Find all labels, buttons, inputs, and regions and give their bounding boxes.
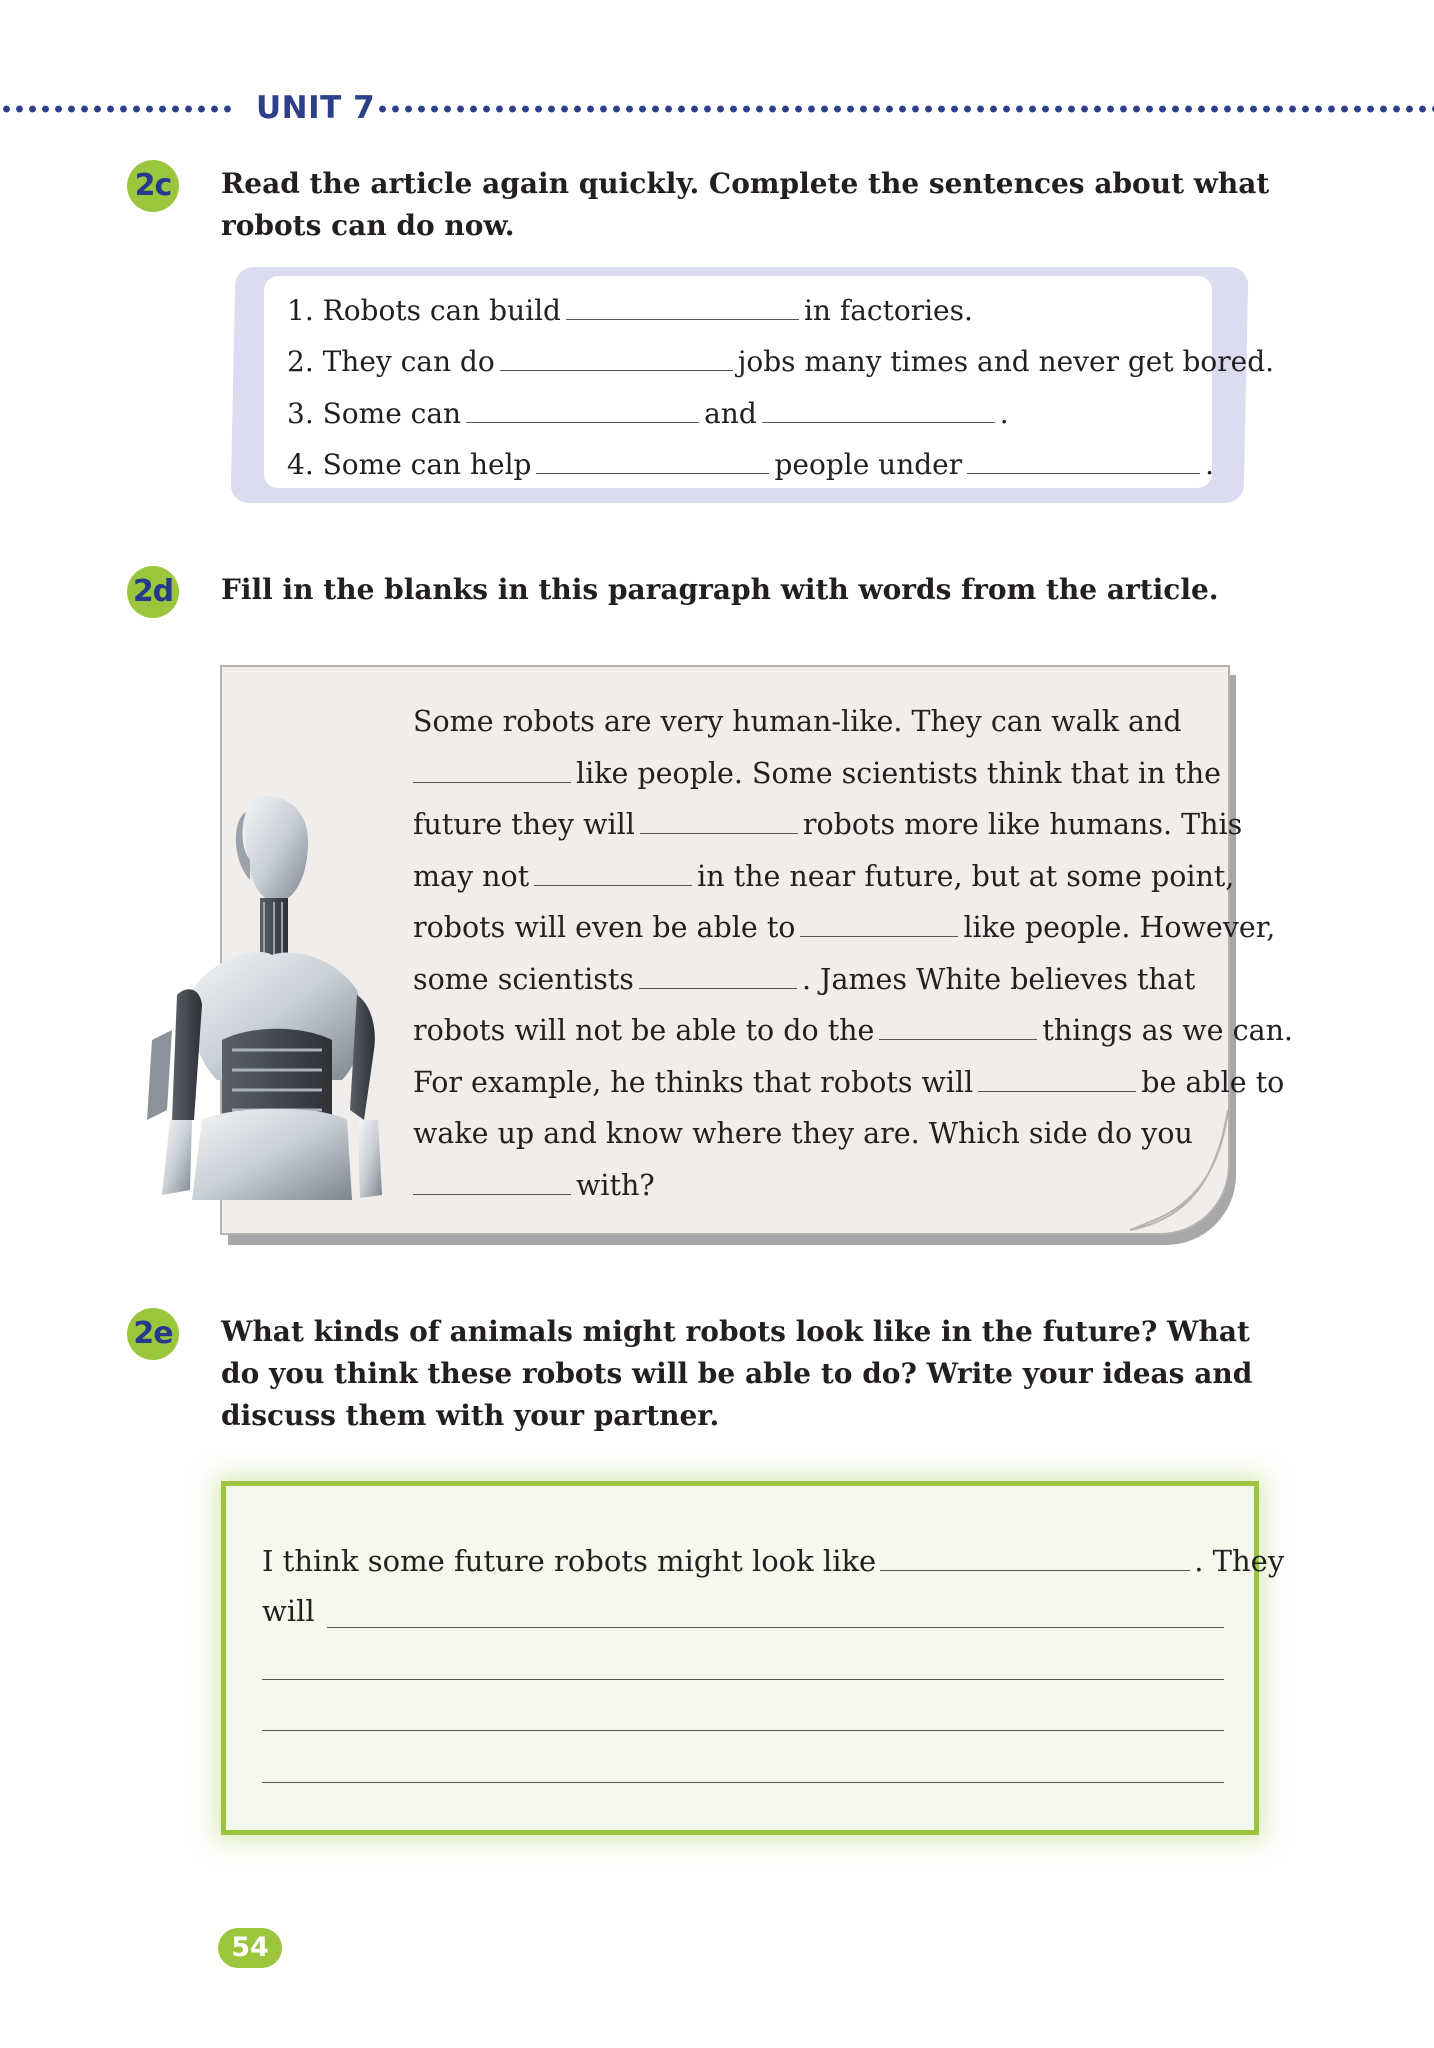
blank[interactable] [879, 1009, 1037, 1040]
blank[interactable] [534, 855, 692, 886]
blank[interactable] [640, 803, 798, 834]
sentence-2: 2. They can do jobs many times and never get bored. [287, 340, 1274, 382]
para-line-4: may not in the near future, but at some point, [413, 851, 1213, 903]
instruction-2d: Fill in the blanks in this paragraph with words from the article. [221, 573, 1219, 606]
header-dots-right [376, 104, 1434, 114]
para-line-3: future they will robots more like humans. This [413, 799, 1213, 851]
blank[interactable] [967, 443, 1200, 474]
badge-2e: 2e [127, 1308, 179, 1360]
sentence-3: 3. Some can and . [287, 392, 1009, 434]
blank[interactable] [762, 392, 995, 423]
unit-title: UNIT 7 [256, 90, 376, 126]
para-line-10: with? [413, 1160, 1213, 1212]
paragraph-text [413, 696, 1293, 1211]
para-line-5: robots will even be able to like people. However, [413, 902, 1213, 954]
instruction-2e: What kinds of animals might robots look like in the future? What do you think these robots will be able to do? Write your ideas and discuss them with your partner. [221, 1315, 1253, 1432]
blank[interactable] [413, 752, 571, 783]
header-dots-left [0, 104, 232, 114]
writing-rule[interactable] [262, 1782, 1224, 1783]
blank[interactable] [978, 1061, 1136, 1092]
writing-line-1: I think some future robots might look like . They [262, 1538, 1284, 1583]
blank[interactable] [639, 958, 797, 989]
instruction-2c: Read the article again quickly. Complete the sentences about what robots can do now. [221, 167, 1270, 242]
robot-illustration [132, 790, 407, 1200]
blank[interactable] [800, 906, 958, 937]
page-number: 54 [218, 1928, 282, 1968]
blank[interactable] [880, 1538, 1190, 1571]
badge-2c: 2c [127, 160, 179, 212]
sentence-1: 1. Robots can build in factories. [287, 289, 973, 331]
para-line-7: robots will not be able to do the things as we can. [413, 1005, 1213, 1057]
blank[interactable] [566, 289, 799, 320]
para-line-9: wake up and know where they are. Which side do you [413, 1117, 1193, 1150]
para-line-6: some scientists . James White believes that [413, 954, 1213, 1006]
sentence-4: 4. Some can help people under . [287, 443, 1214, 485]
writing-rule[interactable] [262, 1730, 1224, 1731]
para-line-1: Some robots are very human-like. They can walk and [413, 705, 1182, 738]
blank[interactable] [466, 392, 699, 423]
writing-box [221, 1481, 1285, 1835]
blank[interactable] [413, 1164, 571, 1195]
para-line-2: like people. Some scientists think that in the [413, 748, 1213, 800]
writing-rule[interactable] [262, 1679, 1224, 1680]
para-line-8: For example, he thinks that robots will be able to [413, 1057, 1213, 1109]
writing-line-2: will [262, 1594, 315, 1628]
blank[interactable] [536, 443, 769, 474]
blank[interactable] [500, 340, 733, 371]
badge-2d: 2d [127, 566, 179, 618]
writing-rule[interactable] [327, 1627, 1224, 1628]
